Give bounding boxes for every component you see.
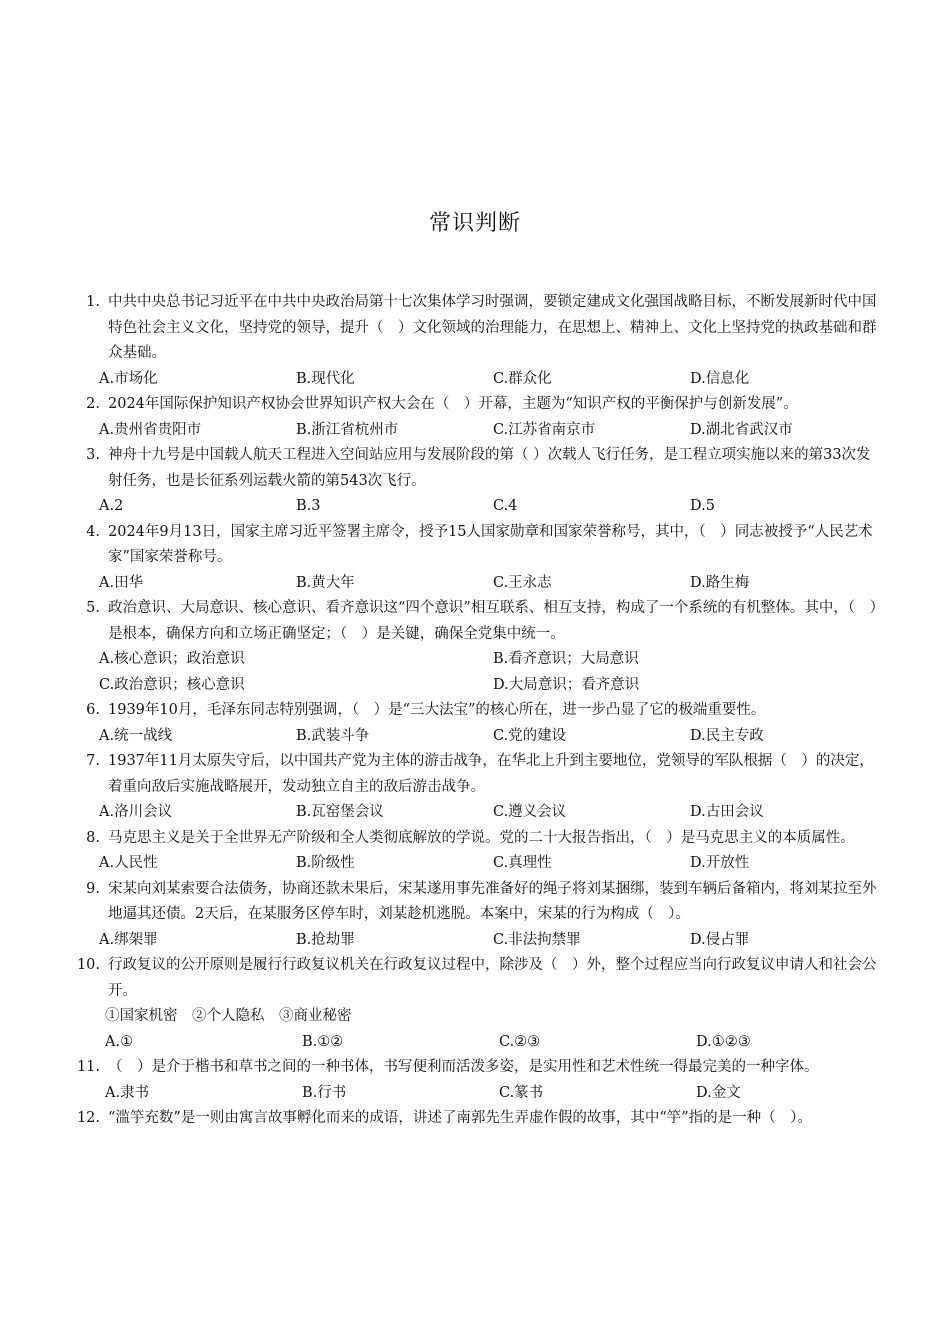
question-sub-statement: ①国家机密 ②个人隐私 ③商业秘密 [105,1008,352,1024]
answer-option[interactable]: D.路生梅 [690,574,750,591]
question-number: 1. [86,294,100,310]
question-text: 行政复议的公开原则是履行行政复议机关在行政复议过程中，除涉及（ ）外，整个过程应当向行政复议申请人和社会公开。 [108,957,877,999]
question-number: 11. [76,1059,100,1075]
answer-option[interactable]: D.民主专政 [690,727,764,744]
answer-option[interactable]: C.政治意识；核心意识 [99,676,245,693]
question-number: 3. [86,447,100,463]
answer-option[interactable]: A.隶书 [105,1084,150,1101]
answer-option[interactable]: C.群众化 [493,370,552,387]
answer-option[interactable]: B.看齐意识；大局意识 [493,651,639,667]
question-number: 12. [76,1110,100,1126]
answer-option[interactable]: C.党的建设 [493,727,567,744]
answer-option[interactable]: D.金文 [696,1084,741,1101]
option-group [99,647,883,698]
answer-option[interactable]: D.信息化 [690,370,750,387]
question-item [73,1055,883,1106]
answer-option[interactable]: A.田华 [99,574,144,591]
question-item [73,443,883,520]
answer-option[interactable]: D.古田会议 [690,804,764,820]
answer-option[interactable]: C.②③ [499,1033,541,1050]
question-number: 7. [86,753,100,769]
question-text: 政治意识、大局意识、核心意识、看齐意识这“四个意识”相互联系、相互支持，构成了一个系统的有机整体。其中，（ ）是根本，确保方向和立场正确坚定；（ ）是关键，确保全党集中统一。 [108,600,877,642]
question-text: 2024年9月13日，国家主席习近平签署主席令，授予15人国家勋章和国家荣誉称号，其中，（ ）同志被授予“人民艺术家”国家荣誉称号。 [108,523,873,565]
question-item [73,749,883,826]
answer-option[interactable]: B.①② [302,1033,344,1050]
question-list [73,290,883,1132]
answer-option[interactable]: B.抢劫罪 [296,931,355,948]
question-item [73,596,883,698]
option-group [99,571,883,597]
answer-option[interactable]: D.湖北省武汉市 [690,421,793,438]
answer-option[interactable]: D.大局意识；看齐意识 [493,676,640,693]
answer-option[interactable]: D.①②③ [696,1033,751,1050]
question-item [73,290,883,392]
answer-option[interactable]: A.① [105,1033,134,1050]
option-group [99,367,883,393]
option-group [99,494,883,520]
question-item [73,520,883,597]
option-group [99,851,883,877]
answer-option[interactable]: B.行书 [302,1084,347,1101]
answer-option[interactable]: C.非法拘禁罪 [493,931,581,948]
question-text: 1939年10月，毛泽东同志特别强调，（ ）是“三大法宝”的核心所在，进一步凸显了它的极端重要性。 [108,702,766,718]
question-item [73,953,883,1055]
answer-option[interactable]: A.2 [99,498,124,514]
question-text: （ ）是介于楷书和草书之间的一种书体，书写便利而活泼多姿，是实用性和艺术性统一得最完美的一种字体。 [108,1059,819,1075]
answer-option[interactable]: D.侵占罪 [690,931,750,948]
answer-option[interactable]: B.浙江省杭州市 [296,421,399,438]
answer-option[interactable]: A.贵州省贵阳市 [99,421,202,438]
answer-option[interactable]: B.阶级性 [296,855,355,871]
answer-option[interactable]: C.篆书 [499,1084,544,1101]
answer-option[interactable]: B.武装斗争 [296,727,370,744]
answer-option[interactable]: B.黄大年 [296,574,355,591]
answer-option[interactable]: D.开放性 [690,855,750,871]
question-number: 5. [86,600,100,616]
answer-option[interactable]: B.瓦窑堡会议 [296,804,384,820]
page-title: 常识判断 [428,211,521,236]
question-text: 宋某向刘某索要合法债务，协商还款未果后，宋某遂用事先准备好的绳子将刘某捆绑，装到车辆后备箱内，将刘某拉至外地逼其还债。2天后，在某服务区停车时，刘某趁机逃脱。本案中，宋某的行为构成（ ）。 [108,880,877,922]
option-group [99,928,883,954]
question-item [73,826,883,877]
answer-option[interactable]: C.遵义会议 [493,804,567,820]
answer-option[interactable]: A.市场化 [99,370,158,387]
question-number: 9. [86,880,100,897]
question-text: 马克思主义是关于全世界无产阶级和全人类彻底解放的学说。党的二十大报告指出，（ ）是马克思主义的本质属性。 [108,829,855,846]
question-text: 中共中央总书记习近平在中共中央政治局第十七次集体学习时强调，要锁定建成文化强国战略目标，不断发展新时代中国特色社会主义文化，坚持党的领导，提升（ ）文化领域的治理能力，在思想上、精神上、文化上坚持党的执政基础和群众基础。 [108,294,877,361]
question-number: 2. [86,396,100,412]
answer-option[interactable]: C.4 [493,498,518,514]
answer-option[interactable]: C.真理性 [493,855,552,871]
question-text: “滥竽充数”是一则由寓言故事孵化而来的成语，讲述了南郭先生弄虚作假的故事，其中“竽”指的是一种（ ）。 [108,1110,812,1126]
question-text: 1937年11月太原失守后，以中国共产党为主体的游击战争，在华北上升到主要地位，党领导的军队根据（ ）的决定，着重向敌后实施战略展开，发动独立自主的敌后游击战争。 [108,753,874,795]
option-group [99,418,883,444]
answer-option[interactable]: A.洛川会议 [99,804,173,820]
option-group [105,1081,883,1107]
answer-option[interactable]: C.江苏省南京市 [493,421,596,438]
question-item [73,698,883,749]
question-item [73,877,883,954]
question-text: 神舟十九号是中国载人航天工程进入空间站应用与发展阶段的第（ ）次载人飞行任务，是工程立项实施以来的第33次发射任务，也是长征系列运载火箭的第543次飞行。 [108,447,871,489]
answer-option[interactable]: A.核心意识；政治意识 [99,651,245,667]
answer-option[interactable]: B.3 [296,498,321,514]
question-item [73,392,883,443]
question-item [73,1106,883,1132]
answer-option[interactable]: C.王永志 [493,574,552,591]
option-group [99,724,883,750]
option-group [105,1030,883,1056]
question-number: 8. [86,829,100,846]
answer-option[interactable]: D.5 [690,498,715,514]
option-group [99,800,883,826]
question-number: 4. [86,523,100,540]
question-number: 6. [86,702,100,718]
answer-option[interactable]: B.现代化 [296,370,355,387]
question-number: 10. [76,957,100,973]
answer-option[interactable]: A.人民性 [99,855,158,871]
answer-option[interactable]: A.绑架罪 [99,931,158,948]
answer-option[interactable]: A.统一战线 [99,727,173,744]
question-text: 2024年国际保护知识产权协会世界知识产权大会在（ ）开幕，主题为“知识产权的平衡保护与创新发展”。 [108,396,798,412]
